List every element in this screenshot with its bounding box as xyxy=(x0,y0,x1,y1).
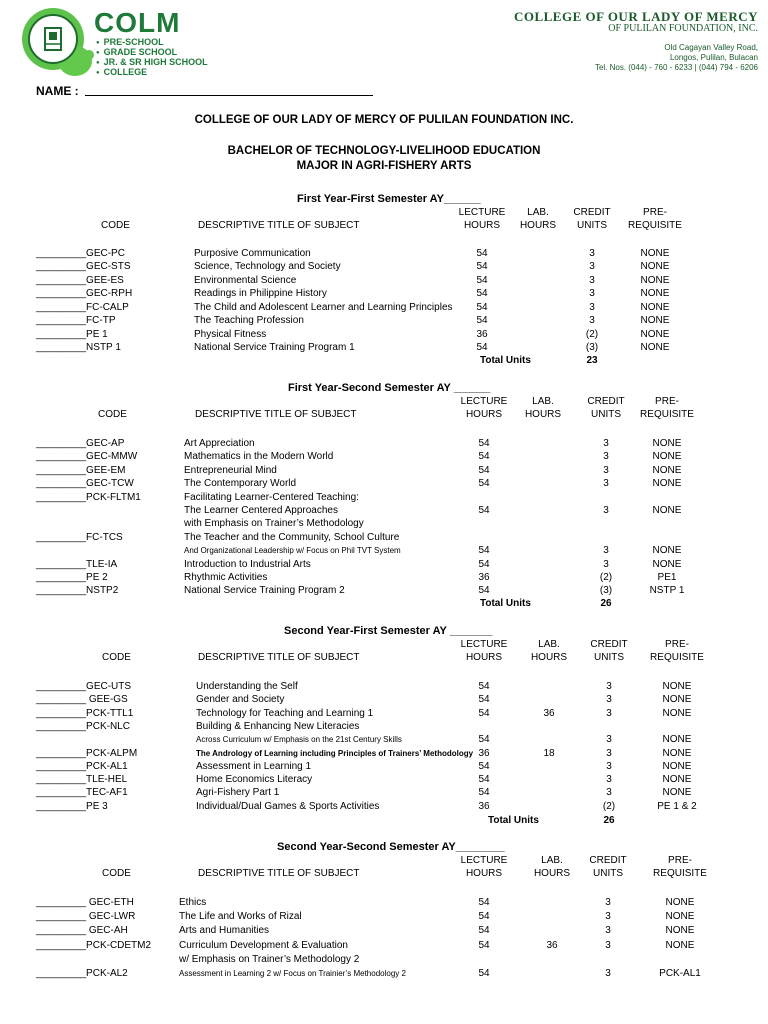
credit-units: 3 xyxy=(589,261,595,273)
prerequisite: NONE xyxy=(640,288,670,300)
total-units-label: Total Units xyxy=(480,355,531,366)
school-seal-icon xyxy=(36,22,70,56)
course-title: Assessment in Learning 2 w/ Focus on Trainier’s Methodology 2 xyxy=(179,969,406,978)
column-header-code: CODE xyxy=(101,220,130,231)
credit-units: 3 xyxy=(603,558,609,570)
lecture-hours: 36 xyxy=(478,747,490,759)
course-code: _________GEE-ES xyxy=(36,274,124,286)
prerequisite: NONE xyxy=(640,261,670,273)
prerequisite: NONE xyxy=(652,558,682,570)
column-header-prereq: PRE- REQUISITE xyxy=(628,207,682,231)
prerequisite: NONE xyxy=(640,301,670,313)
lecture-hours: 54 xyxy=(478,968,490,979)
course-code: _________PE 2 xyxy=(36,572,108,583)
prerequisite: NONE xyxy=(665,939,695,951)
total-units-label: Total Units xyxy=(480,598,531,609)
credit-units: 3 xyxy=(589,248,595,259)
lab-hours: 36 xyxy=(546,939,558,951)
logo-accent-dot xyxy=(84,50,94,60)
lab-hours: 36 xyxy=(543,707,555,719)
credit-units: 3 xyxy=(589,315,595,327)
course-code: _________TLE-HEL xyxy=(36,774,128,786)
course-title: Technology for Teaching and Learning 1 xyxy=(196,707,374,719)
major-title: MAJOR IN AGRI-FISHERY ARTS xyxy=(296,160,472,172)
credit-units: (3) xyxy=(585,342,599,354)
total-units-value: 26 xyxy=(603,815,615,826)
credit-units: 3 xyxy=(603,464,609,476)
prerequisite: NONE xyxy=(665,925,695,937)
lecture-hours: 54 xyxy=(478,545,490,557)
course-title: w/ Emphasis on Trainer’s Methodology 2 xyxy=(179,953,360,965)
prerequisite: NONE xyxy=(640,248,670,259)
prerequisite: NSTP 1 xyxy=(649,585,685,597)
prerequisite: NONE xyxy=(662,694,692,706)
credit-units: 3 xyxy=(603,505,609,516)
prerequisite: NONE xyxy=(662,707,692,719)
course-title: National Service Training Program 1 xyxy=(194,342,355,354)
address-line: Old Cagayan Valley Road, xyxy=(664,43,758,52)
course-title: Introduction to Industrial Arts xyxy=(184,558,311,570)
lecture-hours: 54 xyxy=(478,911,490,923)
credit-units: 3 xyxy=(603,451,609,463)
course-title: Building & Enhancing New Literacies xyxy=(196,720,360,732)
course-code: _________TLE-IA xyxy=(36,558,118,570)
column-header-prereq: PRE- REQUISITE xyxy=(640,396,694,420)
column-header-lab: LAB. HOURS xyxy=(524,396,562,420)
course-title: Individual/Dual Games & Sports Activities xyxy=(196,800,380,812)
credit-units: 3 xyxy=(606,760,612,772)
column-header-lab: LAB. HOURS xyxy=(530,639,568,663)
address-line: Longos, Pulilan, Bulacan xyxy=(669,53,758,62)
course-code: _________TEC-AF1 xyxy=(36,787,128,799)
course-title: Agri-Fishery Part 1 xyxy=(196,787,280,799)
prerequisite: PE 1 & 2 xyxy=(657,800,697,812)
lecture-hours: 54 xyxy=(478,505,490,516)
prerequisite: NONE xyxy=(662,747,692,759)
lecture-hours: 54 xyxy=(478,707,490,719)
course-title: The Teacher and the Community, School Culture xyxy=(184,531,400,543)
course-title: Arts and Humanities xyxy=(179,925,270,937)
course-title: Across Curriculum w/ Emphasis on the 21st Century Skills xyxy=(196,735,402,745)
prerequisite: NONE xyxy=(652,505,682,516)
course-code: _________PCK-FLTM1 xyxy=(36,491,141,503)
credit-units: (2) xyxy=(599,572,613,583)
credit-units: 3 xyxy=(606,747,612,759)
course-title: The Contemporary World xyxy=(184,478,297,490)
course-title: Mathematics in the Modern World xyxy=(184,451,334,463)
telephone: Tel. Nos. (044) - 760 - 6233 | (044) 794 - 6206 xyxy=(594,63,758,72)
credit-units: 3 xyxy=(606,734,612,746)
credit-units: 3 xyxy=(606,787,612,799)
prerequisite: NONE xyxy=(652,478,682,490)
lecture-hours: 54 xyxy=(476,274,488,286)
semester-title: Second Year-Second Semester AY________ xyxy=(277,841,505,853)
course-code: _________PCK-AL1 xyxy=(36,760,128,772)
course-code: _________GEC-PC xyxy=(36,248,125,259)
lecture-hours: 54 xyxy=(478,760,490,772)
course-code: _________PCK-NLC xyxy=(36,720,130,732)
credit-units: 3 xyxy=(589,274,595,286)
course-title: Science, Technology and Society xyxy=(194,261,341,273)
credit-units: 3 xyxy=(605,911,611,923)
course-code: _________FC-TCS xyxy=(36,531,123,543)
lecture-hours: 36 xyxy=(478,572,490,583)
school-levels xyxy=(96,38,208,78)
total-units-value: 23 xyxy=(586,355,598,366)
course-title: Gender and Society xyxy=(196,694,285,706)
level-item: ● COLLEGE xyxy=(96,68,208,78)
course-title: Ethics xyxy=(179,897,207,908)
course-code: _________PCK-AL2 xyxy=(36,968,128,979)
course-code: _________PCK-ALPM xyxy=(36,747,138,759)
course-title: Home Economics Literacy xyxy=(196,774,313,786)
name-label: NAME : xyxy=(36,84,79,98)
prerequisite: NONE xyxy=(662,774,692,786)
prerequisite: NONE xyxy=(662,681,692,692)
credit-units: 3 xyxy=(605,925,611,937)
column-header-credit: CREDIT UNITS xyxy=(587,396,625,420)
letterhead xyxy=(0,0,768,80)
lecture-hours: 54 xyxy=(478,774,490,786)
column-header-credit: CREDIT UNITS xyxy=(589,855,627,879)
course-code: _________PCK-TTL1 xyxy=(36,707,134,719)
column-header-credit: CREDIT UNITS xyxy=(573,207,611,231)
lecture-hours: 54 xyxy=(478,681,490,692)
course-title: Understanding the Self xyxy=(196,681,298,692)
lecture-hours: 36 xyxy=(478,800,490,812)
prerequisite: NONE xyxy=(640,315,670,327)
institution-title: COLLEGE OF OUR LADY OF MERCY OF PULILAN FOUNDATION INC. xyxy=(194,114,574,126)
course-title: Curriculum Development & Evaluation xyxy=(179,939,348,951)
credit-units: 3 xyxy=(589,288,595,300)
lab-hours: 18 xyxy=(543,747,555,759)
course-code: _________ GEC-AH xyxy=(36,925,128,937)
credit-units: 3 xyxy=(606,707,612,719)
lecture-hours: 54 xyxy=(478,925,490,937)
total-units-value: 26 xyxy=(600,598,612,609)
school-name: COLLEGE OF OUR LADY OF MERCY xyxy=(513,9,758,24)
credit-units: 3 xyxy=(606,681,612,692)
course-title: Art Appreciation xyxy=(184,438,255,449)
lecture-hours: 54 xyxy=(476,342,488,354)
column-header-prereq: PRE- REQUISITE xyxy=(650,639,704,663)
prerequisite: NONE xyxy=(665,897,695,908)
prerequisite: NONE xyxy=(640,328,670,340)
course-title: Purposive Communication xyxy=(194,248,311,259)
course-code: _________GEC-RPH xyxy=(36,288,133,300)
course-code: _________NSTP2 xyxy=(36,585,119,597)
prerequisite: PE1 xyxy=(657,572,677,583)
level-item: ● JR. & SR HIGH SCHOOL xyxy=(96,58,208,68)
credit-units: 3 xyxy=(606,774,612,786)
credit-units: 3 xyxy=(605,897,611,908)
foundation-name: OF PULILAN FOUNDATION, INC. xyxy=(608,23,758,34)
prerequisite: NONE xyxy=(652,438,682,449)
semester-title: Second Year-First Semester AY _______ xyxy=(284,625,493,637)
credit-units: 3 xyxy=(603,478,609,490)
column-header-title: DESCRIPTIVE TITLE OF SUBJECT xyxy=(198,868,360,879)
lecture-hours: 54 xyxy=(476,261,488,273)
prerequisite: NONE xyxy=(640,274,670,286)
course-code: _________GEC-STS xyxy=(36,261,131,273)
column-header-title: DESCRIPTIVE TITLE OF SUBJECT xyxy=(195,409,357,420)
semester-title: First Year-First Semester AY______ xyxy=(297,193,481,205)
lecture-hours: 54 xyxy=(478,558,490,570)
level-item: ● PRE-SCHOOL xyxy=(96,38,208,48)
course-title: Entrepreneurial Mind xyxy=(184,464,277,476)
credit-units: 3 xyxy=(603,545,609,557)
lecture-hours: 54 xyxy=(478,585,490,597)
column-header-credit: CREDIT UNITS xyxy=(590,639,628,663)
prerequisite: NONE xyxy=(652,451,682,463)
lecture-hours: 54 xyxy=(478,438,490,449)
column-header-lecture: LECTURE HOURS xyxy=(460,396,508,420)
course-code: _________FC-TP xyxy=(36,315,116,327)
lecture-hours: 54 xyxy=(478,451,490,463)
course-title: Rhythmic Activities xyxy=(184,572,268,583)
column-header-lab: LAB. HOURS xyxy=(533,855,571,879)
lecture-hours: 54 xyxy=(478,734,490,746)
course-title: Readings in Philippine History xyxy=(194,288,327,300)
course-title: with Emphasis on Trainer’s Methodology xyxy=(184,518,364,530)
lecture-hours: 54 xyxy=(478,897,490,908)
lecture-hours: 54 xyxy=(476,248,488,259)
course-code: _________FC-CALP xyxy=(36,301,129,313)
credit-units: 3 xyxy=(589,301,595,313)
lecture-hours: 36 xyxy=(476,328,488,340)
course-title: The Learner Centered Approaches xyxy=(184,505,338,516)
lecture-hours: 54 xyxy=(478,478,490,490)
course-code: _________GEC-UTS xyxy=(36,681,132,692)
lecture-hours: 54 xyxy=(478,694,490,706)
lecture-hours: 54 xyxy=(476,315,488,327)
lecture-hours: 54 xyxy=(478,787,490,799)
course-code: _________NSTP 1 xyxy=(36,342,121,354)
credit-units: 3 xyxy=(605,939,611,951)
credit-units: 3 xyxy=(606,694,612,706)
course-title: Physical Fitness xyxy=(194,328,267,340)
course-code: _________GEC-AP xyxy=(36,438,125,449)
column-header-lecture: LECTURE HOURS xyxy=(460,639,508,663)
course-title: Facilitating Learner-Centered Teaching: xyxy=(184,491,359,503)
prerequisite: NONE xyxy=(662,760,692,772)
total-units-label: Total Units xyxy=(488,815,539,826)
prerequisite: NONE xyxy=(665,911,695,923)
credit-units: (3) xyxy=(599,585,613,597)
course-title: The Life and Works of Rizal xyxy=(179,911,302,923)
course-title: And Organizational Leadership w/ Focus on Phil TVT System xyxy=(184,546,401,556)
prerequisite: PCK-AL1 xyxy=(659,968,701,979)
prerequisite: NONE xyxy=(652,545,682,557)
column-header-lecture: LECTURE HOURS xyxy=(460,855,508,879)
lecture-hours: 54 xyxy=(478,464,490,476)
name-field xyxy=(36,84,373,98)
course-title: Environmental Science xyxy=(194,274,297,286)
column-header-title: DESCRIPTIVE TITLE OF SUBJECT xyxy=(198,220,360,231)
column-header-lab: LAB. HOURS xyxy=(519,207,557,231)
course-code: _________ GEE-GS xyxy=(36,694,128,706)
name-blank xyxy=(85,85,373,96)
course-title: National Service Training Program 2 xyxy=(184,585,345,597)
lecture-hours: 54 xyxy=(476,301,488,313)
course-code: _________PE 1 xyxy=(36,328,108,340)
level-item: ● GRADE SCHOOL xyxy=(96,48,208,58)
lecture-hours: 54 xyxy=(478,939,490,951)
course-code: _________ GEC-ETH xyxy=(36,897,134,908)
credit-units: 3 xyxy=(605,968,611,979)
course-code: _________GEC-TCW xyxy=(36,478,134,490)
course-code: _________GEC-MMW xyxy=(36,451,138,463)
course-title: Assessment in Learning 1 xyxy=(196,760,312,772)
prerequisite: NONE xyxy=(652,464,682,476)
course-code: _________PE 3 xyxy=(36,800,108,812)
lecture-hours: 54 xyxy=(476,288,488,300)
column-header-prereq: PRE- REQUISITE xyxy=(653,855,707,879)
semester-title: First Year-Second Semester AY ______ xyxy=(288,382,491,394)
column-header-title: DESCRIPTIVE TITLE OF SUBJECT xyxy=(198,652,360,663)
column-header-code: CODE xyxy=(98,409,127,420)
column-header-code: CODE xyxy=(102,868,131,879)
course-code: _________PCK-CDETM2 xyxy=(36,939,152,951)
prerequisite: NONE xyxy=(640,342,670,354)
credit-units: 3 xyxy=(603,438,609,449)
prerequisite: NONE xyxy=(662,787,692,799)
column-header-lecture: LECTURE HOURS xyxy=(458,207,506,231)
program-title: BACHELOR OF TECHNOLOGY-LIVELIHOOD EDUCATION xyxy=(227,145,541,157)
credit-units: (2) xyxy=(602,800,616,812)
brand-name: COLM xyxy=(94,7,181,38)
course-code: _________GEE-EM xyxy=(36,464,126,476)
credit-units: (2) xyxy=(585,328,599,340)
prerequisite: NONE xyxy=(662,734,692,746)
course-title: The Child and Adolescent Learner and Learning Principles xyxy=(194,301,453,313)
course-title: The Teaching Profession xyxy=(194,315,304,327)
course-title: The Andrology of Learning including Principles of Trainers’ Methodology xyxy=(196,748,474,758)
school-info xyxy=(514,10,758,73)
course-code: _________ GEC-LWR xyxy=(36,911,136,923)
column-header-code: CODE xyxy=(102,652,131,663)
